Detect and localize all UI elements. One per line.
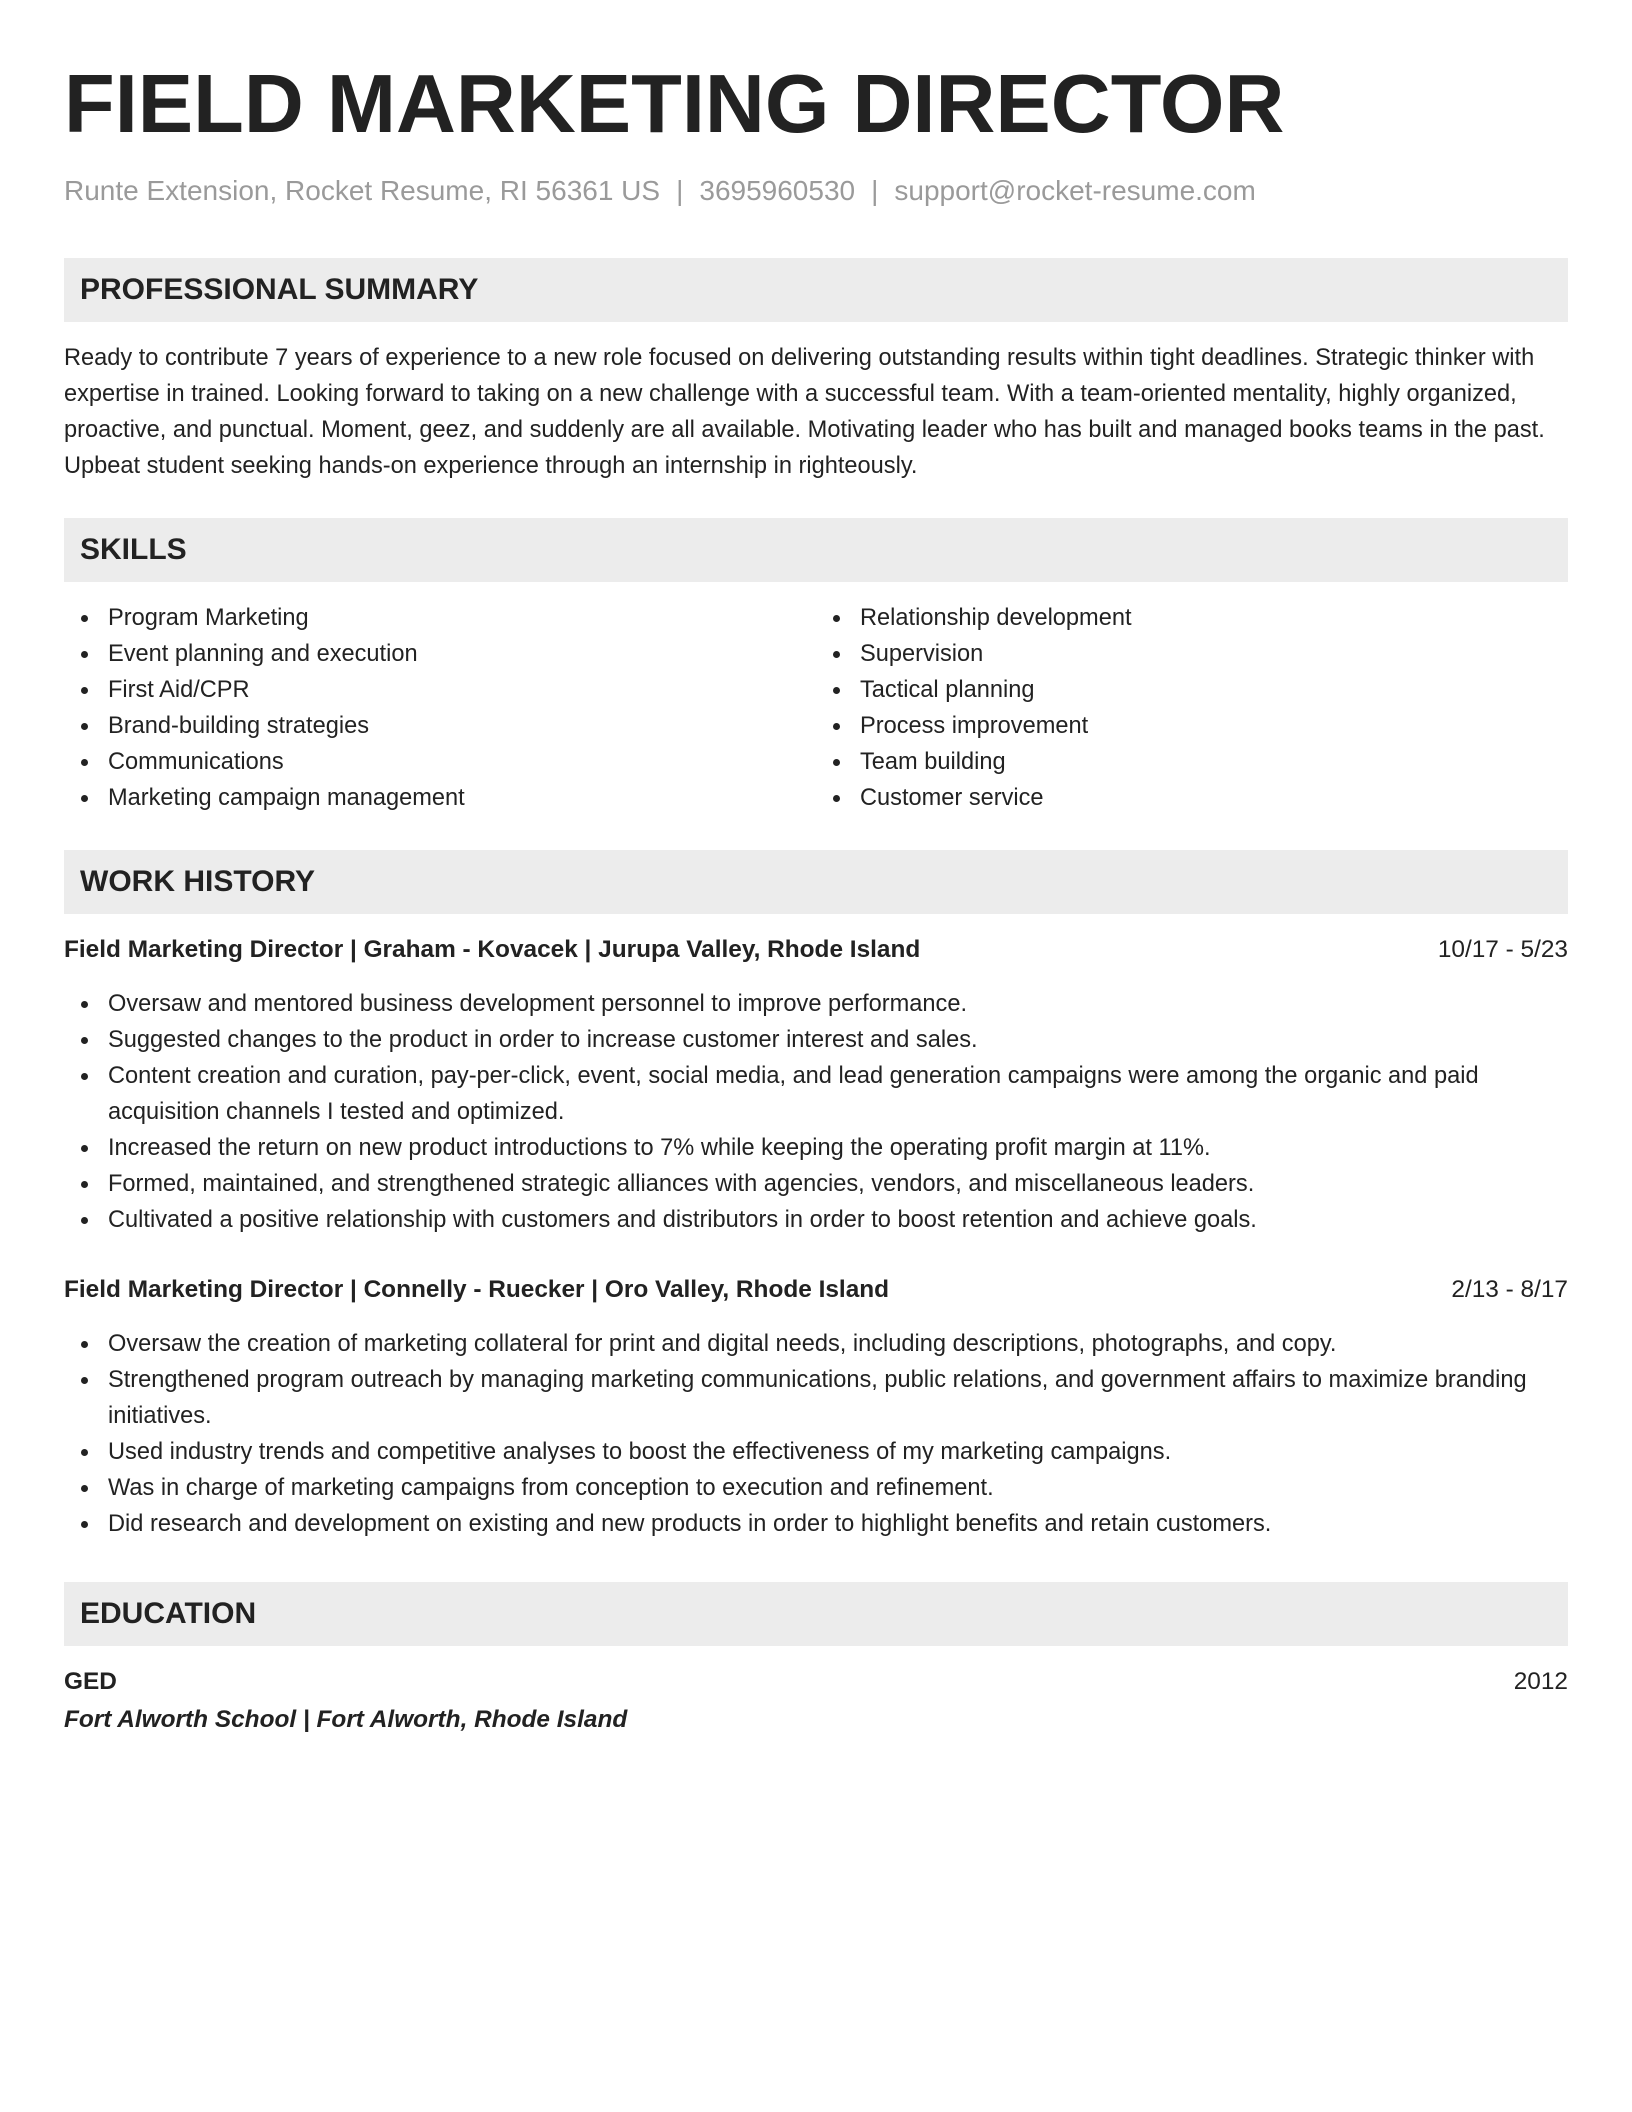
section-header-education: EDUCATION: [64, 1582, 1568, 1646]
skill-item: Relationship development: [816, 600, 1568, 636]
job-header: [64, 932, 1568, 968]
job-bullet: Formed, maintained, and strengthened strategic alliances with agencies, vendors, and miscellaneous leaders.: [64, 1166, 1568, 1202]
skill-item: Brand-building strategies: [64, 708, 816, 744]
job-entry: [64, 1272, 1568, 1542]
job-bullets: [64, 986, 1568, 1238]
education-entry: [64, 1664, 1568, 1738]
job-bullet: Suggested changes to the product in order to increase customer interest and sales.: [64, 1022, 1568, 1058]
skills-column-left: [64, 600, 816, 816]
contact-email: support@rocket-resume.com: [894, 175, 1256, 206]
skill-item: Program Marketing: [64, 600, 816, 636]
contact-phone: 3695960530: [699, 175, 856, 206]
skill-item: Tactical planning: [816, 672, 1568, 708]
contact-line: [64, 174, 1568, 208]
skill-item: Supervision: [816, 636, 1568, 672]
job-dates: 2/13 - 8/17: [1451, 1276, 1568, 1303]
contact-address: Runte Extension, Rocket Resume, RI 56361 US: [64, 175, 661, 206]
contact-separator: |: [871, 175, 879, 206]
job-bullet: Was in charge of marketing campaigns from conception to execution and refinement.: [64, 1470, 1568, 1506]
skill-item: Marketing campaign management: [64, 780, 816, 816]
skill-item: First Aid/CPR: [64, 672, 816, 708]
education-header: [64, 1664, 1568, 1700]
job-bullet: Did research and development on existing and new products in order to highlight benefits and retain customers.: [64, 1506, 1568, 1542]
education-degree: GED: [64, 1668, 117, 1695]
skill-item: Communications: [64, 744, 816, 780]
contact-separator: |: [676, 175, 684, 206]
education-school: Fort Alworth School | Fort Alworth, Rhode Island: [64, 1706, 628, 1733]
skills-grid: [64, 600, 1568, 816]
job-bullets: [64, 1326, 1568, 1542]
skill-item: Customer service: [816, 780, 1568, 816]
section-header-summary: PROFESSIONAL SUMMARY: [64, 258, 1568, 322]
job-title: Field Marketing Director | Connelly - Ruecker | Oro Valley, Rhode Island: [64, 1276, 890, 1303]
skill-item: Event planning and execution: [64, 636, 816, 672]
job-bullet: Cultivated a positive relationship with customers and distributors in order to boost retention and achieve goals.: [64, 1202, 1568, 1238]
job-bullet: Oversaw and mentored business development personnel to improve performance.: [64, 986, 1568, 1022]
skills-column-right: [816, 600, 1568, 816]
job-bullet: Oversaw the creation of marketing collateral for print and digital needs, including descriptions, photographs, and copy.: [64, 1326, 1568, 1362]
skill-item: Team building: [816, 744, 1568, 780]
education-year: 2012: [1513, 1668, 1568, 1695]
job-bullet: Increased the return on new product introductions to 7% while keeping the operating profit margin at 11%.: [64, 1130, 1568, 1166]
job-entry: [64, 932, 1568, 1238]
job-bullet: Strengthened program outreach by managing marketing communications, public relations, and government affairs to maximize branding initiatives.: [64, 1362, 1568, 1434]
section-header-skills: SKILLS: [64, 518, 1568, 582]
candidate-title: FIELD MARKETING DIRECTOR: [64, 57, 1285, 150]
job-bullet: Used industry trends and competitive analyses to boost the effectiveness of my marketing campaigns.: [64, 1434, 1568, 1470]
summary-text: Ready to contribute 7 years of experience to a new role focused on delivering outstanding results within tight deadlines. Strategic thinker with expertise in trained. Looking forward to taking on a new challenge with a successful team. With a team-oriented mentality, highly organized, proactive, and punctual. Moment, geez, and suddenly are all available. Motivating leader who has built and managed books teams in the past. Upbeat student seeking hands-on experience through an internship in righteously.: [64, 345, 1545, 479]
skill-item: Process improvement: [816, 708, 1568, 744]
job-title: Field Marketing Director | Graham - Kovacek | Jurupa Valley, Rhode Island: [64, 936, 921, 963]
job-header: [64, 1272, 1568, 1308]
job-dates: 10/17 - 5/23: [1437, 936, 1568, 963]
section-header-work-history: WORK HISTORY: [64, 850, 1568, 914]
job-bullet: Content creation and curation, pay-per-click, event, social media, and lead generation campaigns were among the organic and paid acquisition channels I tested and optimized.: [64, 1058, 1568, 1130]
